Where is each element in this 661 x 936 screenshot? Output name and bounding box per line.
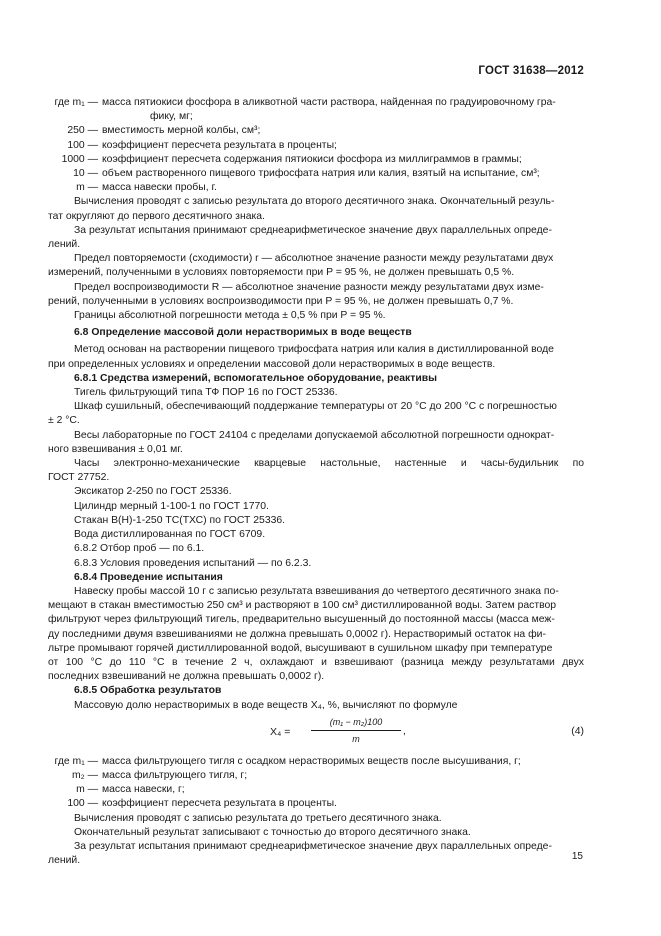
- definition-symbol: m —: [76, 182, 98, 194]
- definition-row: [48, 139, 584, 153]
- definition-text: фику, мг;: [150, 111, 193, 123]
- paragraph-line: лений.: [48, 855, 81, 867]
- equipment-line: ного взвешивания ± 0,01 мг.: [48, 443, 183, 455]
- definition-text: масса фильтрующего тигля с осадком нерастворимых веществ после высушивания, г;: [102, 755, 521, 767]
- equipment-line: Стакан В(Н)-1-250 ТС(ТХС) по ГОСТ 25336.: [74, 514, 286, 526]
- equipment-line: Тигель фильтрующий типа ТФ ПОР 16 по ГОСТ 25336.: [74, 387, 338, 399]
- paragraph-line: Навеску пробы массой 10 г с записью результата взвешивания до четвертого десятичного знака по-: [74, 585, 559, 597]
- equipment-line: Шкаф сушильный, обеспечивающий поддержание температуры от 20 °C до 200 °C с погрешностью: [74, 401, 557, 413]
- paragraph-line: последних взвешиваний не должна превышать 0,0002 г).: [48, 671, 325, 683]
- definition-row: [48, 783, 584, 797]
- definition-symbol: где m₁ —: [54, 97, 98, 108]
- definition-text: коэффициент пересчета результата в проценты.: [102, 798, 337, 810]
- paragraph-line: Границы абсолютной погрешности метода ± 0,5 % при P = 95 %.: [74, 310, 386, 322]
- formula-numerator: (m₁ − m₂)100: [311, 715, 401, 731]
- definition-row: [48, 167, 584, 181]
- paragraph-line: фильтруют через фильтрующий тигель, предварительно высушенный до постоянной массы (масса меж-: [48, 614, 555, 626]
- definition-text: коэффициент пересчета содержания пятиокиси фосфора из миллиграммов в граммы;: [102, 153, 522, 165]
- paragraph-line: при определенных условиях и определении массовой доли нерастворимых в воде веществ.: [48, 358, 496, 370]
- definition-text: вместимость мерной колбы, см³;: [102, 125, 261, 137]
- paragraph-line: Вычисления проводят с записью результата до третьего десятичного знака.: [74, 812, 442, 824]
- definition-symbol: 10 —: [73, 168, 98, 180]
- section-6-8-3: 6.8.3 Условия проведения испытаний — по 6.2.3.: [74, 557, 312, 569]
- paragraph-line: Предел повторяемости (сходимости) r — абсолютное значение разности между результатами двух: [74, 253, 554, 265]
- document-header: ГОСТ 31638—2012: [478, 65, 584, 77]
- definition-row: [48, 797, 584, 811]
- variable-definitions-1: [48, 96, 584, 195]
- paragraph-line: рений, полученными в условиях воспроизводимости при P = 95 %, не должен превышать 0,7 %.: [48, 295, 514, 307]
- section-heading-6-8: 6.8 Определение массовой доли нерастворимых в воде веществ: [74, 327, 412, 339]
- paragraph-line: За результат испытания принимают среднеарифметическое значение двух параллельных опреде-: [74, 840, 552, 852]
- definition-row: [48, 769, 584, 783]
- paragraph-line: измерений, полученными в условиях повторяемости при P = 95 %, не должен превышать 0,5 %.: [48, 267, 515, 279]
- paragraph-line: Вычисления проводят с записью результата до второго десятичного знака. Окончательный резуль-: [74, 196, 555, 208]
- document-body: [48, 96, 584, 868]
- section-6-8-2: 6.8.2 Отбор проб — по 6.1.: [74, 543, 205, 555]
- definition-text: масса навески пробы, г.: [102, 182, 217, 194]
- definition-symbol: 250 —: [67, 125, 98, 137]
- page-number: 15: [571, 851, 583, 862]
- formula-comma: ,: [403, 725, 406, 737]
- definition-symbol: 100 —: [67, 139, 98, 151]
- definition-symbol: 100 —: [67, 798, 98, 810]
- equipment-line: Цилиндр мерный 1-100-1 по ГОСТ 1770.: [74, 500, 269, 512]
- equipment-line: ГОСТ 27752.: [48, 472, 110, 484]
- definition-text: объем растворенного пищевого трифосфата натрия или калия, взятый на испытание, см³;: [102, 168, 540, 180]
- formula-fraction: [311, 715, 401, 746]
- definition-text: масса пятиокиси фосфора в аликвотной части раствора, найденная по градуировочному гра-: [102, 97, 556, 108]
- paragraph-line: За результат испытания принимают среднеарифметическое значение двух параллельных опреде-: [74, 224, 552, 236]
- paragraph-line: Окончательный результат записывают с точностью до второго десятичного знака.: [74, 826, 471, 838]
- paragraph-line: Метод основан на растворении пищевого трифосфата натрия или калия в дистиллированной воде: [74, 344, 554, 356]
- definition-row: [48, 96, 584, 110]
- equipment-line: Эксикатор 2-250 по ГОСТ 25336.: [74, 486, 232, 498]
- definition-symbol: 1000 —: [61, 153, 98, 165]
- definition-row-continuation: [48, 110, 584, 124]
- formula-number: (4): [571, 725, 584, 737]
- definition-symbol: m₂ —: [72, 769, 98, 781]
- equipment-line: ± 2 °C.: [48, 415, 80, 427]
- definition-row: [48, 181, 584, 195]
- formula-4: [48, 715, 584, 751]
- formula-denominator: m: [352, 733, 360, 744]
- definition-text: масса навески, г;: [102, 784, 185, 796]
- definition-row: [48, 124, 584, 138]
- definition-symbol: m —: [76, 784, 98, 796]
- variable-definitions-2: [48, 755, 584, 812]
- equipment-line: Весы лабораторные по ГОСТ 24104 с пределами допускаемой абсолютной погрешности однократ-: [74, 429, 555, 441]
- formula-lhs: X₄ =: [270, 725, 291, 738]
- section-heading-6-8-1: 6.8.1 Средства измерений, вспомогательное оборудование, реактивы: [74, 372, 437, 384]
- definition-symbol: где m₁ —: [54, 755, 98, 767]
- definition-text: масса фильтрующего тигля, г;: [102, 769, 248, 781]
- paragraph-line: льтре промывают горячей дистиллированной водой, высушивают в сушильном шкафу при температуре: [48, 642, 553, 654]
- paragraph-line: Предел воспроизводимости R — абсолютное значение разности между результатами двух изме-: [74, 281, 544, 293]
- definition-row: [48, 153, 584, 167]
- paragraph-line: лений.: [48, 239, 81, 251]
- definition-text: коэффициент пересчета результата в проценты;: [102, 139, 337, 151]
- paragraph-line: тат округляют до первого десятичного знака.: [48, 210, 265, 222]
- equipment-line: Часы электронно-механические кварцевые настольные, настенные и часы-будильник по: [74, 458, 584, 470]
- definition-row: [48, 755, 584, 769]
- section-heading-6-8-5: 6.8.5 Обработка результатов: [74, 685, 222, 697]
- section-heading-6-8-4: 6.8.4 Проведение испытания: [74, 571, 223, 583]
- paragraph-line: мещают в стакан вместимостью 250 см³ и растворяют в 100 см³ дистиллированной воды. Затем раствор: [48, 600, 557, 612]
- formula-intro: Массовую долю нерастворимых в воде веществ X₄, %, вычисляют по формуле: [74, 699, 458, 711]
- paragraph-line: ду последними двумя взвешиваниями не должна превышать 0,0002 г). Нерастворимый остаток на фи-: [48, 628, 546, 640]
- equipment-line: Вода дистиллированная по ГОСТ 6709.: [74, 529, 266, 541]
- paragraph-line: от 100 °C до 110 °C в течение 2 ч, охлаждают и взвешивают (разница между результатами двух: [48, 656, 584, 668]
